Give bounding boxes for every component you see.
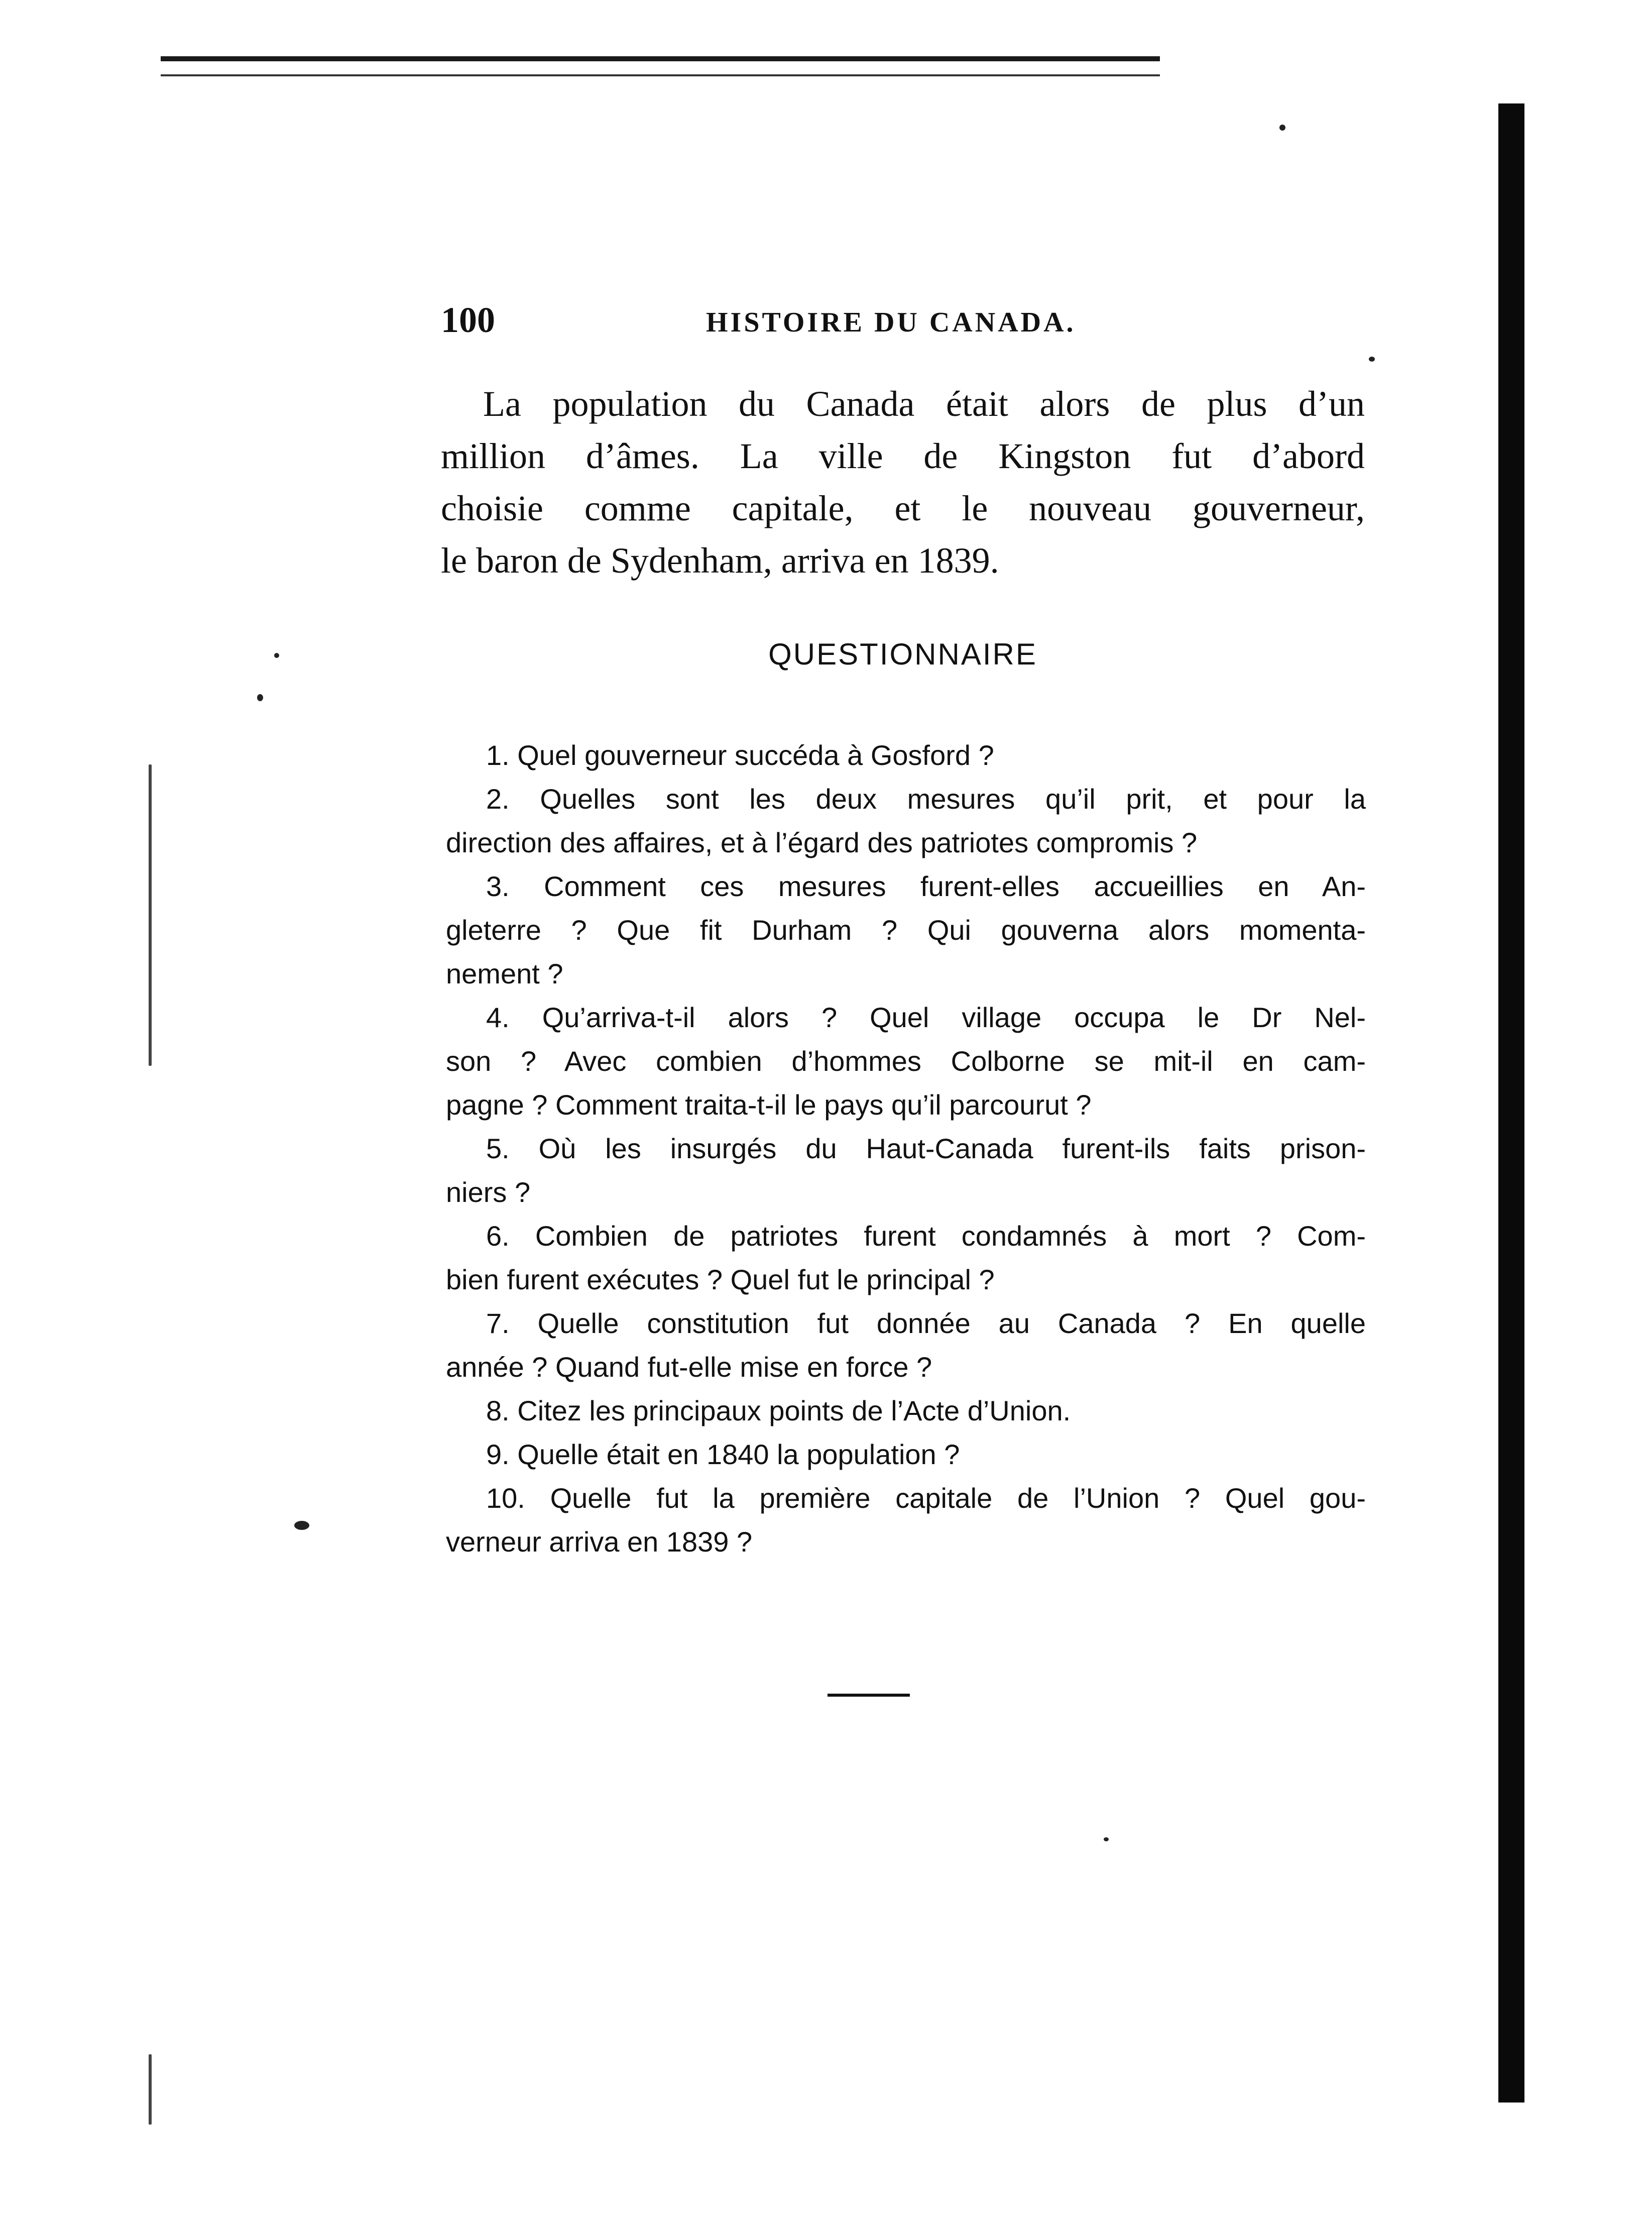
scan-speck [294,1521,309,1530]
question-line: niers ? [446,1176,531,1208]
question-line: 9. Quelle était en 1840 la population ? [486,1439,960,1470]
body-line: million d’âmes. La ville de Kingston fut d’abord [441,436,1365,476]
question-line: gleterre ? Que fit Durham ? Qui gouverna alors momenta- [446,914,1366,946]
body-line: le baron de Sydenham, arriva en 1839. [441,540,999,581]
body-line: choisie comme capitale, et le nouveau gouverneur, [441,488,1365,528]
question-line: direction des affaires, et à l’égard des patriotes compromis ? [446,827,1198,858]
questionnaire-list [446,733,1366,1564]
question-line: 6. Combien de patriotes furent condamnés à mort ? Com- [486,1220,1366,1252]
scan-edge-mark [149,2054,152,2125]
scan-speck [1369,357,1375,362]
questionnaire-heading: QUESTIONNAIRE [768,637,1037,671]
question-line: 4. Qu’arriva-t-il alors ? Quel village occupa le Dr Nel- [486,1002,1366,1033]
question-line: pagne ? Comment traita-t-il le pays qu’il parcourut ? [446,1089,1092,1121]
question-line: 5. Où les insurgés du Haut-Canada furent-ils faits prison- [486,1133,1366,1164]
question-line: 7. Quelle constitution fut donnée au Canada ? En quelle [486,1307,1366,1339]
question-line: année ? Quand fut-elle mise en force ? [446,1351,932,1383]
question-line: 3. Comment ces mesures furent-elles accueillies en An- [486,870,1366,902]
end-rule [828,1694,910,1697]
question-line: 1. Quel gouverneur succéda à Gosford ? [486,739,994,771]
scan-speck [274,653,279,658]
question-line: bien furent exécutes ? Quel fut le principal ? [446,1264,995,1295]
top-scan-rule [161,56,1160,61]
running-title: HISTOIRE DU CANADA. [706,307,1076,338]
question-line: son ? Avec combien d’hommes Colborne se mit-il en cam- [446,1045,1366,1077]
question-line: 2. Quelles sont les deux mesures qu’il prit, et pour la [486,783,1366,815]
question-line: nement ? [446,958,563,989]
body-line: La population du Canada était alors de plus d’un [483,384,1365,424]
question-line: 8. Citez les principaux points de l’Acte d’Union. [486,1395,1071,1426]
scan-speck [1279,125,1285,131]
right-scan-edge [1498,103,1524,2103]
scan-speck [1104,1837,1109,1841]
question-line: verneur arriva en 1839 ? [446,1526,753,1558]
body-paragraph [441,378,1365,587]
scan-edge-mark [149,764,152,1066]
top-scan-rule-thin [161,74,1160,76]
question-line: 10. Quelle fut la première capitale de l’Union ? Quel gou- [486,1482,1366,1514]
scan-speck [257,694,263,701]
page-number: 100 [441,300,495,340]
running-head [441,299,1365,345]
